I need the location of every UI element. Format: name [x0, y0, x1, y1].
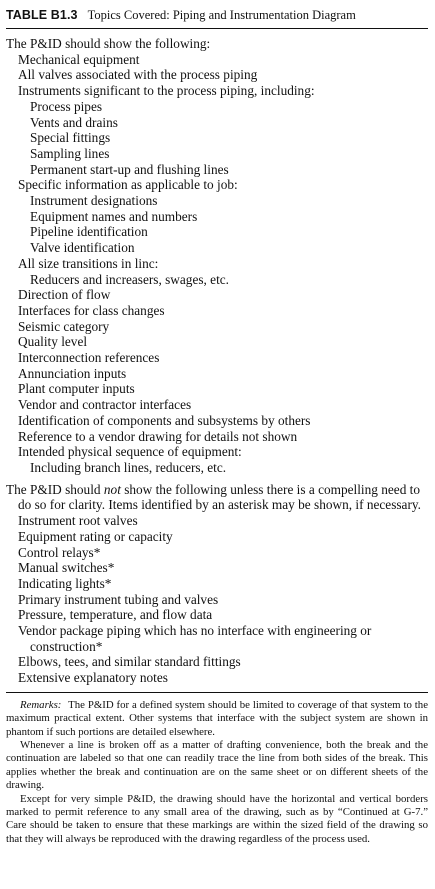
list-item: Mechanical equipment: [18, 51, 140, 67]
should-not-show-list: [6, 513, 428, 686]
list-item: Extensive explanatory notes: [18, 670, 168, 686]
list-item: All size transitions in linc:: [18, 255, 159, 271]
table-label: TABLE B1.3: [6, 8, 78, 22]
list-item: Pressure, temperature, and flow data: [18, 607, 213, 623]
document-page: [6, 7, 428, 846]
list-item: Seismic category: [18, 318, 110, 334]
intro-text-before: The P&ID should: [6, 481, 104, 497]
list-item: Plant computer inputs: [18, 381, 135, 397]
list-item: Specific information as applicable to job:: [18, 177, 238, 193]
list-item: Instrument root valves: [18, 513, 138, 529]
list-item: Annunciation inputs: [18, 365, 127, 381]
intro-text-after: show the following unless there is a compelling need to do so for clarity. Items identified by an asterisk may be shown, if necessary.: [18, 481, 421, 513]
list-item: Primary instrument tubing and valves: [18, 591, 219, 607]
remarks-divider: [6, 692, 428, 693]
list-item: Reference to a vendor drawing for details not shown: [18, 428, 298, 444]
list-item: Indicating lights*: [18, 575, 112, 591]
list-item: Instruments significant to the process piping, including:: [18, 83, 315, 99]
remarks-text-1: The P&ID for a defined system should be limited to coverage of that system to the maximum practical extent. Other systems that interface with the subject system are shown in phantom if such portions are detailed elsewhere.: [6, 698, 428, 738]
list-item: Equipment rating or capacity: [18, 528, 173, 544]
should-show-list: [6, 52, 428, 476]
list-item: Control relays*: [18, 544, 101, 560]
list-item: Manual switches*: [18, 560, 115, 576]
list-item: Vendor package piping which has no interface with engineering or construction*: [18, 623, 372, 654]
list-subitem: Including branch lines, reducers, etc.: [30, 459, 227, 475]
remarks-paragraph-3: Except for very simple P&ID, the drawing should have the horizontal and vertical borders marked to permit reference to any small area of the drawing, such as by “Continued at G-7.” Care should be taken to ensure that these markings are within the sized field of the drawing so that they will always be reproduced with the drawing regardless of the process used.: [6, 792, 428, 845]
list-item: All valves associated with the process piping: [18, 67, 258, 83]
remarks-section: [6, 699, 428, 846]
list-subitem: Special fittings: [30, 130, 111, 146]
list-item: Intended physical sequence of equipment:: [18, 444, 242, 460]
remarks-paragraph-1: [6, 699, 428, 739]
should-not-show-intro: [6, 482, 428, 513]
list-subitem: Instrument designations: [30, 193, 158, 209]
list-subitem: Permanent start-up and flushing lines: [30, 161, 229, 177]
remarks-paragraph-2: Whenever a line is broken off as a matter of drafting convenience, both the break and the continuation are labeled so that one can readily trace the line from both sides of the break. This applies whether the break and continuation are on the same sheet or on different sheets of the drawing.: [6, 739, 428, 792]
table-header: [6, 7, 428, 29]
list-item: Interconnection references: [18, 350, 160, 366]
list-item: Identification of components and subsystems by others: [18, 412, 311, 428]
remarks-label: Remarks:: [20, 698, 62, 711]
list-subitem: Pipeline identification: [30, 224, 148, 240]
table-title: Topics Covered: Piping and Instrumentation Diagram: [87, 8, 356, 22]
list-item: Vendor and contractor interfaces: [18, 397, 192, 413]
should-not-show-section: [6, 482, 428, 686]
should-show-intro: The P&ID should show the following:: [6, 36, 211, 51]
list-subitem: Reducers and increasers, swages, etc.: [30, 271, 229, 287]
list-item: Quality level: [18, 334, 88, 350]
intro-emphasis: not: [103, 481, 121, 497]
list-item: Interfaces for class changes: [18, 302, 165, 318]
list-subitem: Valve identification: [30, 240, 135, 256]
list-item: Elbows, tees, and similar standard fittings: [18, 654, 241, 670]
list-subitem: Vents and drains: [30, 114, 118, 130]
should-show-section: [6, 36, 428, 476]
list-subitem: Equipment names and numbers: [30, 208, 198, 224]
list-item: Direction of flow: [18, 287, 111, 303]
list-subitem: Sampling lines: [30, 145, 110, 161]
list-subitem: Process pipes: [30, 98, 103, 114]
